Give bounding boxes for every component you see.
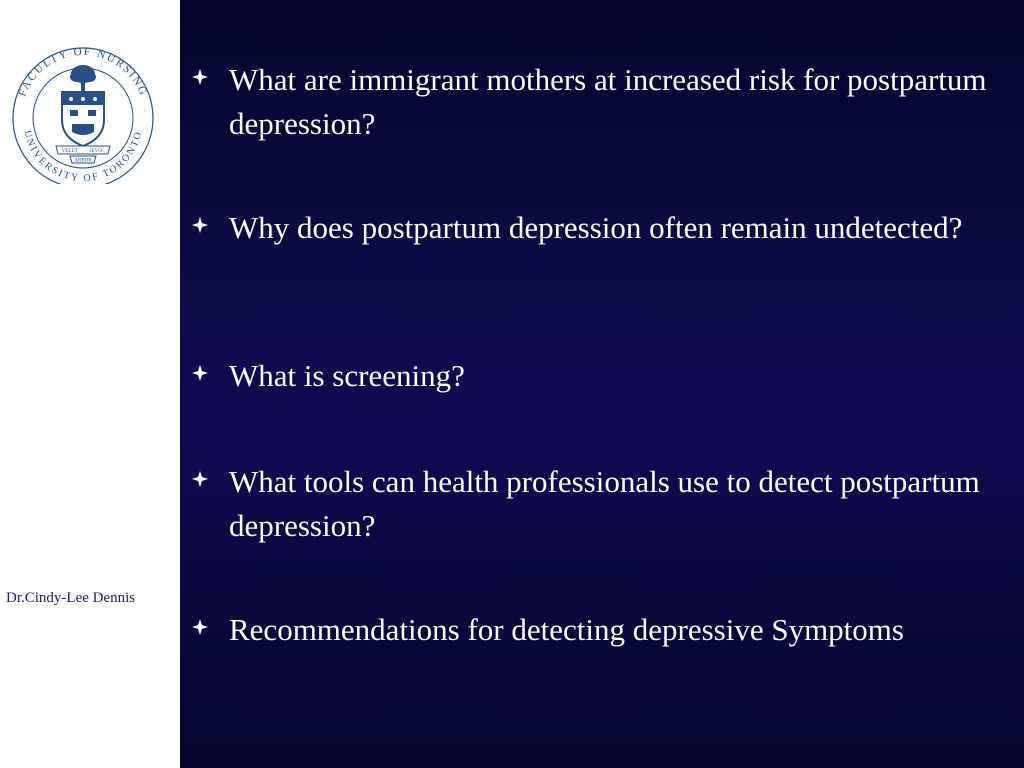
logo-top-text: FACULTY OF NURSING (16, 46, 150, 99)
bullet-text: Recommendations for detecting depressive Symptoms (229, 612, 904, 647)
logo-bottom-text: UNIVERSITY OF TORONTO (21, 129, 145, 184)
bullet-item (229, 58, 1019, 146)
bullet-item (229, 608, 1019, 652)
diamond-bullet-icon (191, 68, 209, 86)
bullet-text: What tools can health professionals use to detect postpartum depression? (229, 464, 980, 543)
logo-motto-right: IEVO (90, 149, 102, 154)
diamond-bullet-icon (191, 470, 209, 488)
university-crest-logo (4, 46, 162, 184)
sidebar (0, 0, 180, 768)
logo-motto-left: VELUT (61, 149, 79, 154)
diamond-bullet-icon (191, 364, 209, 382)
bullet-text: Why does postpartum depression often remain undetected? (229, 210, 963, 245)
bullet-text: What are immigrant mothers at increased risk for postpartum depression? (229, 62, 987, 141)
bullet-text: What is screening? (229, 358, 465, 393)
bullet-item (229, 460, 1019, 548)
diamond-bullet-icon (191, 618, 209, 636)
author-name: Dr.Cindy-Lee Dennis (6, 590, 136, 606)
diamond-bullet-icon (191, 216, 209, 234)
bullet-item (229, 354, 1019, 398)
bullet-item (229, 206, 1019, 250)
slide-content (180, 0, 1024, 768)
logo-motto-bottom: ARBOR (74, 158, 92, 164)
